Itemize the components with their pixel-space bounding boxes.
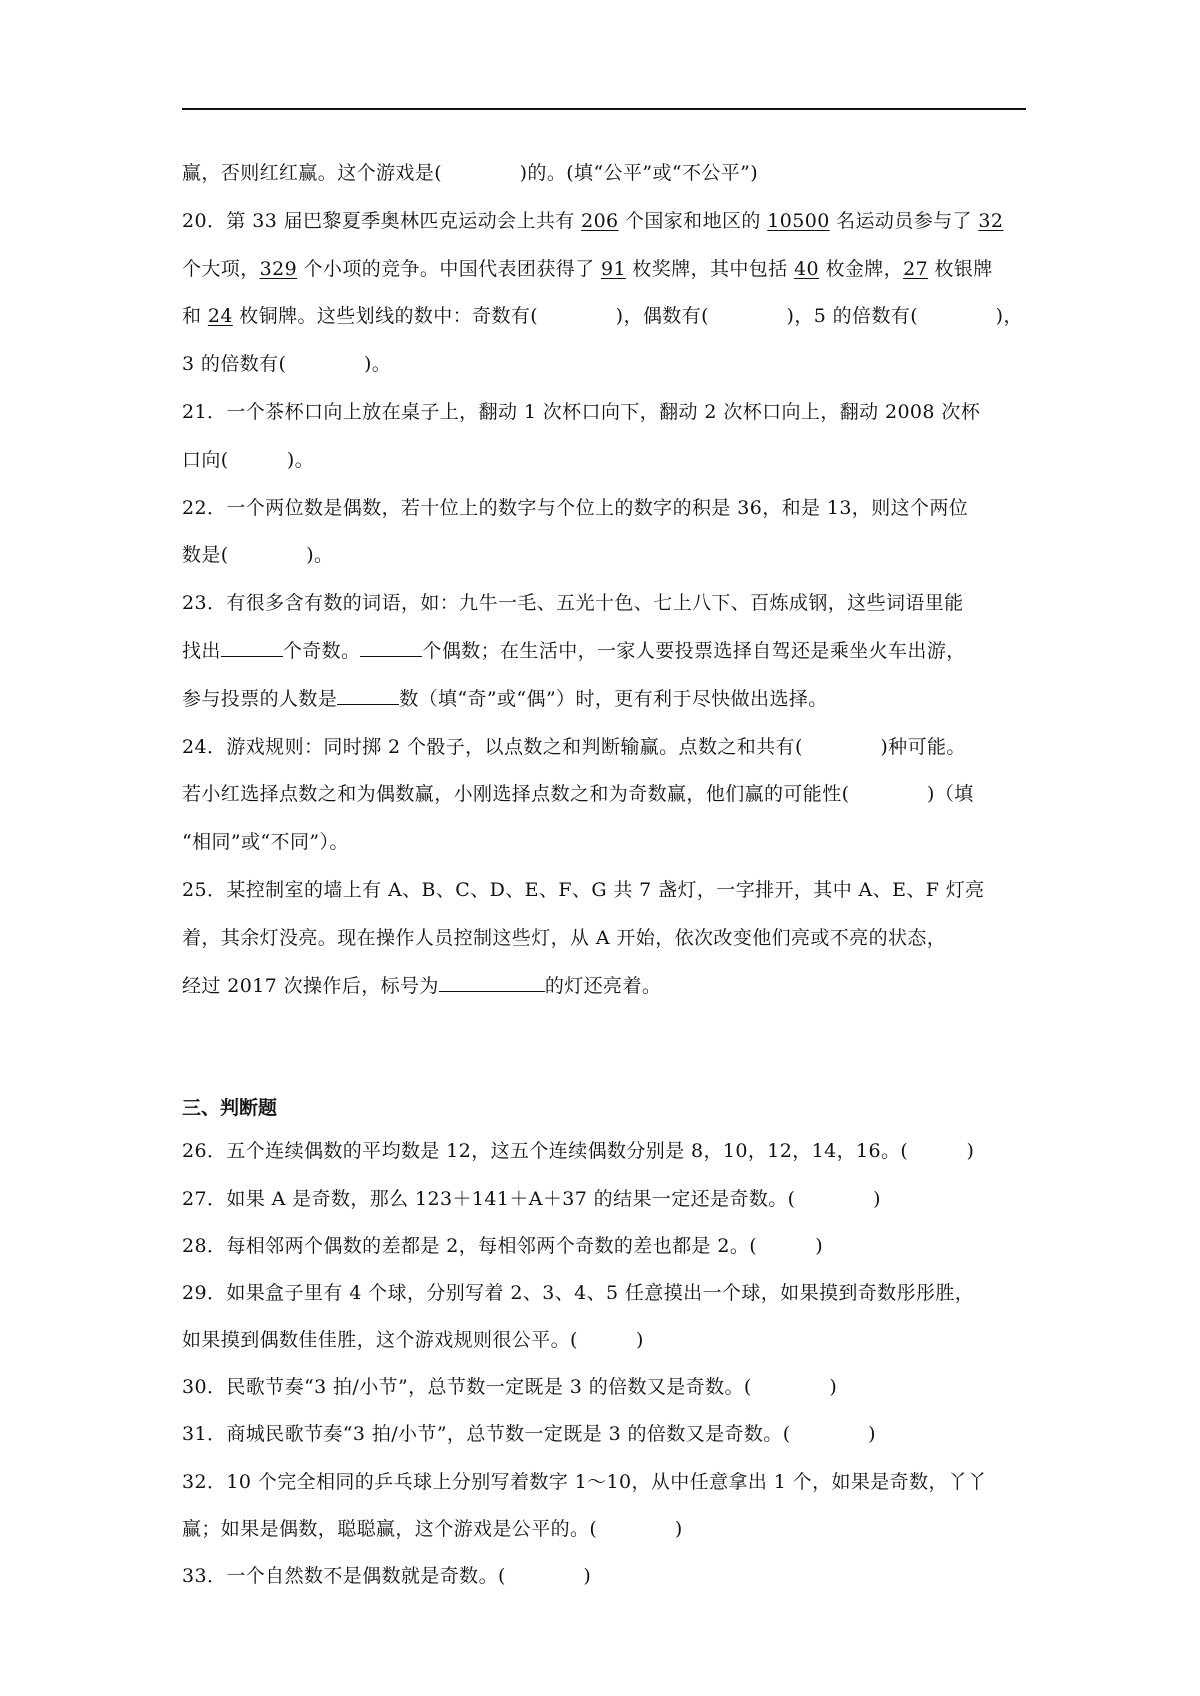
q22-line-2: 数是( )。 <box>182 544 334 567</box>
underlined-number: 40 <box>794 257 820 280</box>
q23-line-1: 23．有很多含有数的词语，如：九牛一毛、五光十色、七上八下、百炼成钢，这些词语里能 <box>182 592 964 615</box>
question-22 <box>182 485 1026 581</box>
q24-line-3: “相同”或“不同”）。 <box>182 831 349 854</box>
judge-line: 32．10 个完全相同的乒乓球上分别写着数字 1～10，从中任意拿出 1 个，如果是奇数，丫丫 <box>182 1470 987 1493</box>
judge-line: 如果摸到偶数佳佳胜，这个游戏规则很公平。( ) <box>182 1329 644 1352</box>
q23-text: 参与投票的人数是 <box>182 687 338 710</box>
underlined-number: 329 <box>259 257 298 280</box>
answer-blank[interactable] <box>439 973 545 992</box>
q25-line-1: 25．某控制室的墙上有 A、B、C、D、E、F、G 共 7 盏灯，一字排开，其中 A、E、F 灯亮 <box>182 878 985 901</box>
question-25 <box>182 867 1026 1010</box>
q20-line-1 <box>182 198 1026 246</box>
judge-line: 赢；如果是偶数，聪聪赢，这个游戏是公平的。( ) <box>182 1517 683 1540</box>
q21-line-1: 21．一个茶杯口向上放在桌子上，翻动 1 次杯口向下，翻动 2 次杯口向上，翻动 2008 次杯 <box>182 400 981 423</box>
q23-text: 数（填“奇”或“偶”）时，更有利于尽快做出选择。 <box>399 687 828 710</box>
q24-line-2: 若小红选择点数之和为偶数赢，小刚选择点数之和为奇数赢，他们赢的可能性( )（填 <box>182 783 974 806</box>
underlined-number: 32 <box>978 209 1004 232</box>
q21-line-2: 口向( )。 <box>182 448 315 471</box>
judge-line: 26．五个连续偶数的平均数是 12，这五个连续偶数分别是 8，10，12，14，16。( ) <box>182 1140 975 1163</box>
q20-line-2 <box>182 246 1026 294</box>
q25-text: 经过 2017 次操作后，标号为 <box>182 974 439 997</box>
judge-questions <box>182 1128 1026 1600</box>
header-rule <box>182 108 1026 110</box>
q23-line-2 <box>182 628 1026 676</box>
q23-text: 个奇数。 <box>282 639 361 662</box>
q24-line-1: 24．游戏规则：同时掷 2 个骰子，以点数之和判断输赢。点数之和共有( )种可能。 <box>182 735 966 758</box>
underlined-number: 206 <box>581 209 619 232</box>
q23-line-3 <box>182 676 1026 724</box>
q25-text: 的灯还亮着。 <box>544 974 662 997</box>
q20-text: 枚奖牌，其中包括 <box>625 257 795 280</box>
underlined-number: 27 <box>903 257 929 280</box>
section-title: 三、判断题 <box>182 1097 278 1120</box>
answer-blank[interactable] <box>221 638 283 657</box>
question-21 <box>182 389 1026 485</box>
q20-line-4: 3 的倍数有( )。 <box>182 353 392 376</box>
q20-text: 个小项的竞争。中国代表团获得了 <box>297 257 601 280</box>
judge-line: 30．民歌节奏“3 拍/小节”，总节数一定既是 3 的倍数又是奇数。( ) <box>182 1376 838 1399</box>
q23-text: 个偶数；在生活中，一家人要投票选择自驾还是乘坐火车出游， <box>422 639 966 662</box>
judge-line: 27．如果 A 是奇数，那么 123＋141＋A＋37 的结果一定还是奇数。( ) <box>182 1187 881 1210</box>
answer-blank[interactable] <box>360 638 422 657</box>
q20-text: 枚铜牌。这些划线的数中：奇数有( )，偶数有( )，5 的倍数有( )， <box>232 305 1023 328</box>
q25-line-3 <box>182 963 1026 1011</box>
answer-blank[interactable] <box>337 686 399 705</box>
judge-line: 31．商城民歌节奏“3 拍/小节”，总节数一定既是 3 的倍数又是奇数。( ) <box>182 1423 876 1446</box>
q19-tail: 赢，否则红红赢。这个游戏是( )的。(填“公平”或“不公平”) <box>182 162 759 184</box>
q20-text: 名运动员参与了 <box>829 209 979 232</box>
page-content <box>182 150 1026 1600</box>
q25-line-2: 着，其余灯没亮。现在操作人员控制这些灯，从 A 开始，依次改变他们亮或不亮的状态， <box>182 926 947 949</box>
section-gap <box>182 1010 1026 1088</box>
judge-line: 29．如果盒子里有 4 个球，分别写着 2、3、4、5 任意摸出一个球，如果摸到奇数彤彤胜， <box>182 1281 975 1304</box>
q20-text: 和 <box>182 305 208 328</box>
q20-text: 个大项， <box>182 257 260 280</box>
judge-line: 33．一个自然数不是偶数就是奇数。( ) <box>182 1565 592 1588</box>
judge-line: 28．每相邻两个偶数的差都是 2，每相邻两个奇数的差也都是 2。( ) <box>182 1234 824 1257</box>
q20-text: 枚金牌， <box>819 257 904 280</box>
underlined-number: 24 <box>207 305 233 328</box>
q20-text: 20．第 33 届巴黎夏季奥林匹克运动会上共有 <box>182 209 582 232</box>
q20-line-3 <box>182 293 1026 341</box>
underlined-number: 91 <box>600 257 626 280</box>
q20-text: 个国家和地区的 <box>618 209 768 232</box>
question-20 <box>182 198 1026 389</box>
q22-line-1: 22．一个两位数是偶数，若十位上的数字与个位上的数字的积是 36，和是 13，则这个两位 <box>182 496 969 519</box>
q23-text: 找出 <box>182 639 221 662</box>
question-23 <box>182 580 1026 723</box>
q20-text: 枚银牌 <box>928 257 993 280</box>
underlined-number: 10500 <box>767 209 830 232</box>
question-24 <box>182 724 1026 867</box>
